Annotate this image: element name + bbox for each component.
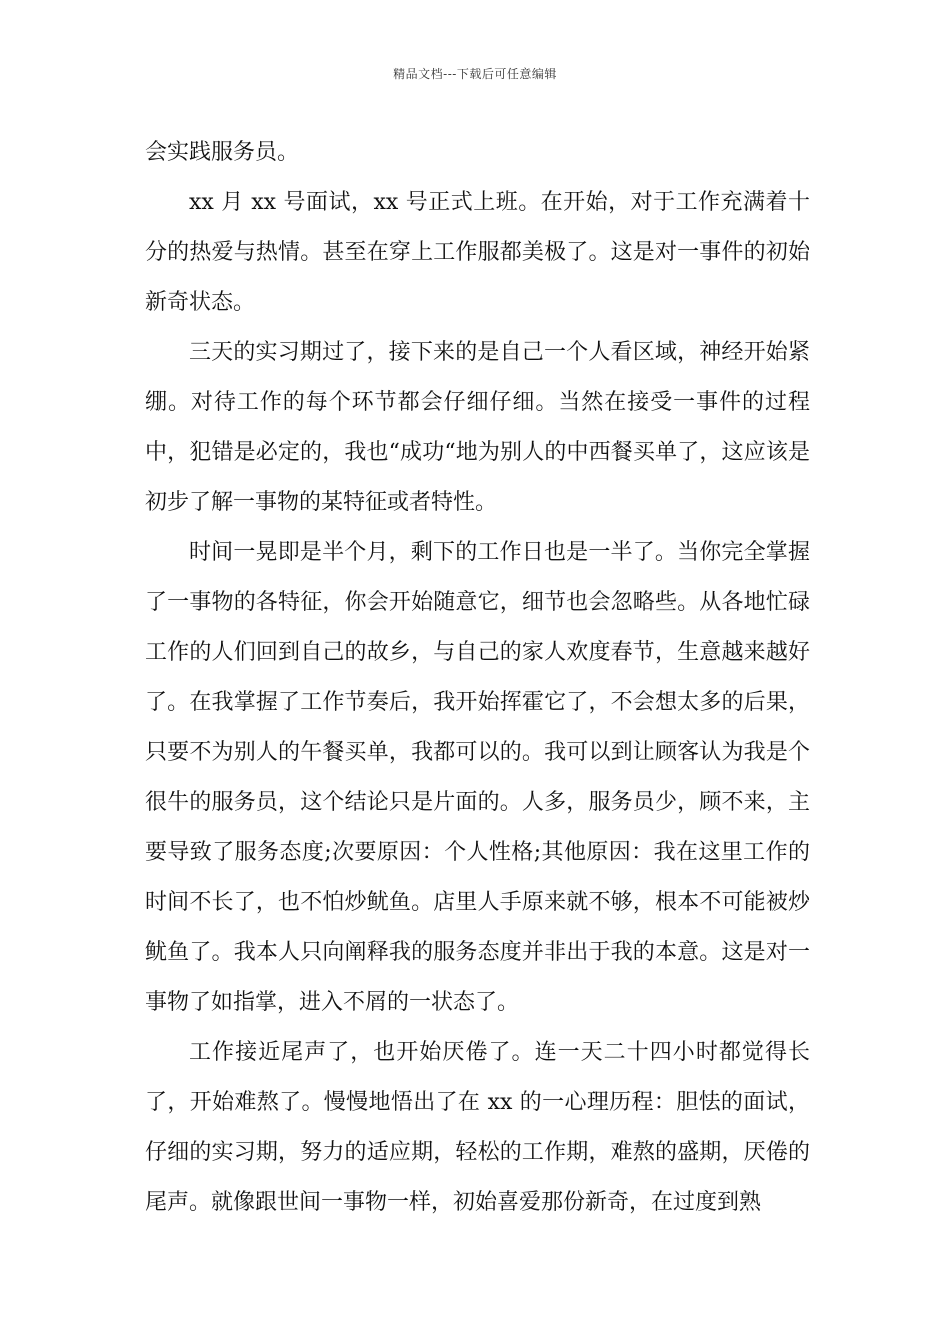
paragraph-continuation: 会实践服务员。 bbox=[145, 140, 300, 165]
paragraph: 工作接近尾声了，也开始厌倦了。连一天二十四小时都觉得长了，开始难熬了。慢慢地悟出了在 xx 的一心理历程：胆怯的面试，仔细的实习期，努力的适应期，轻松的工作期，难熬的盛期，厌倦的尾声。就像跟世间一事物一样，初始喜爱那份新奇，在过度到熟 bbox=[145, 1040, 810, 1215]
document-body bbox=[145, 128, 810, 1228]
paragraph: xx 月 xx 号面试，xx 号正式上班。在开始，对于工作充满着十分的热爱与热情。甚至在穿上工作服都美极了。这是对一事件的初始新奇状态。 bbox=[145, 190, 810, 315]
paragraph: 时间一晃即是半个月，剩下的工作日也是一半了。当你完全掌握了一事物的各特征，你会开始随意它，细节也会忽略些。从各地忙碌工作的人们回到自己的故乡，与自己的家人欢度春节，生意越来越好了。在我掌握了工作节奏后，我开始挥霍它了，不会想太多的后果，只要不为别人的午餐买单，我都可以的。我可以到让顾客认为我是个很牛的服务员，这个结论只是片面的。人多，服务员少，顾不来，主要导致了服务态度;次要原因：个人性格;其他原因：我在这里工作的时间不长了，也不怕炒鱿鱼。店里人手原来就不够，根本不可能被炒鱿鱼了。我本人只向阐释我的服务态度并非出于我的本意。这是对一事物了如指掌，进入不屑的一状态了。 bbox=[145, 540, 810, 1015]
page-header: 精品文档---下载后可任意编辑 bbox=[393, 67, 557, 81]
paragraph: 三天的实习期过了，接下来的是自己一个人看区域，神经开始紧绷。对待工作的每个环节都会仔细仔细。当然在接受一事件的过程中，犯错是必定的，我也“成功“地为别人的中西餐买单了，这应该是初步了解一事物的某特征或者特性。 bbox=[145, 340, 810, 515]
